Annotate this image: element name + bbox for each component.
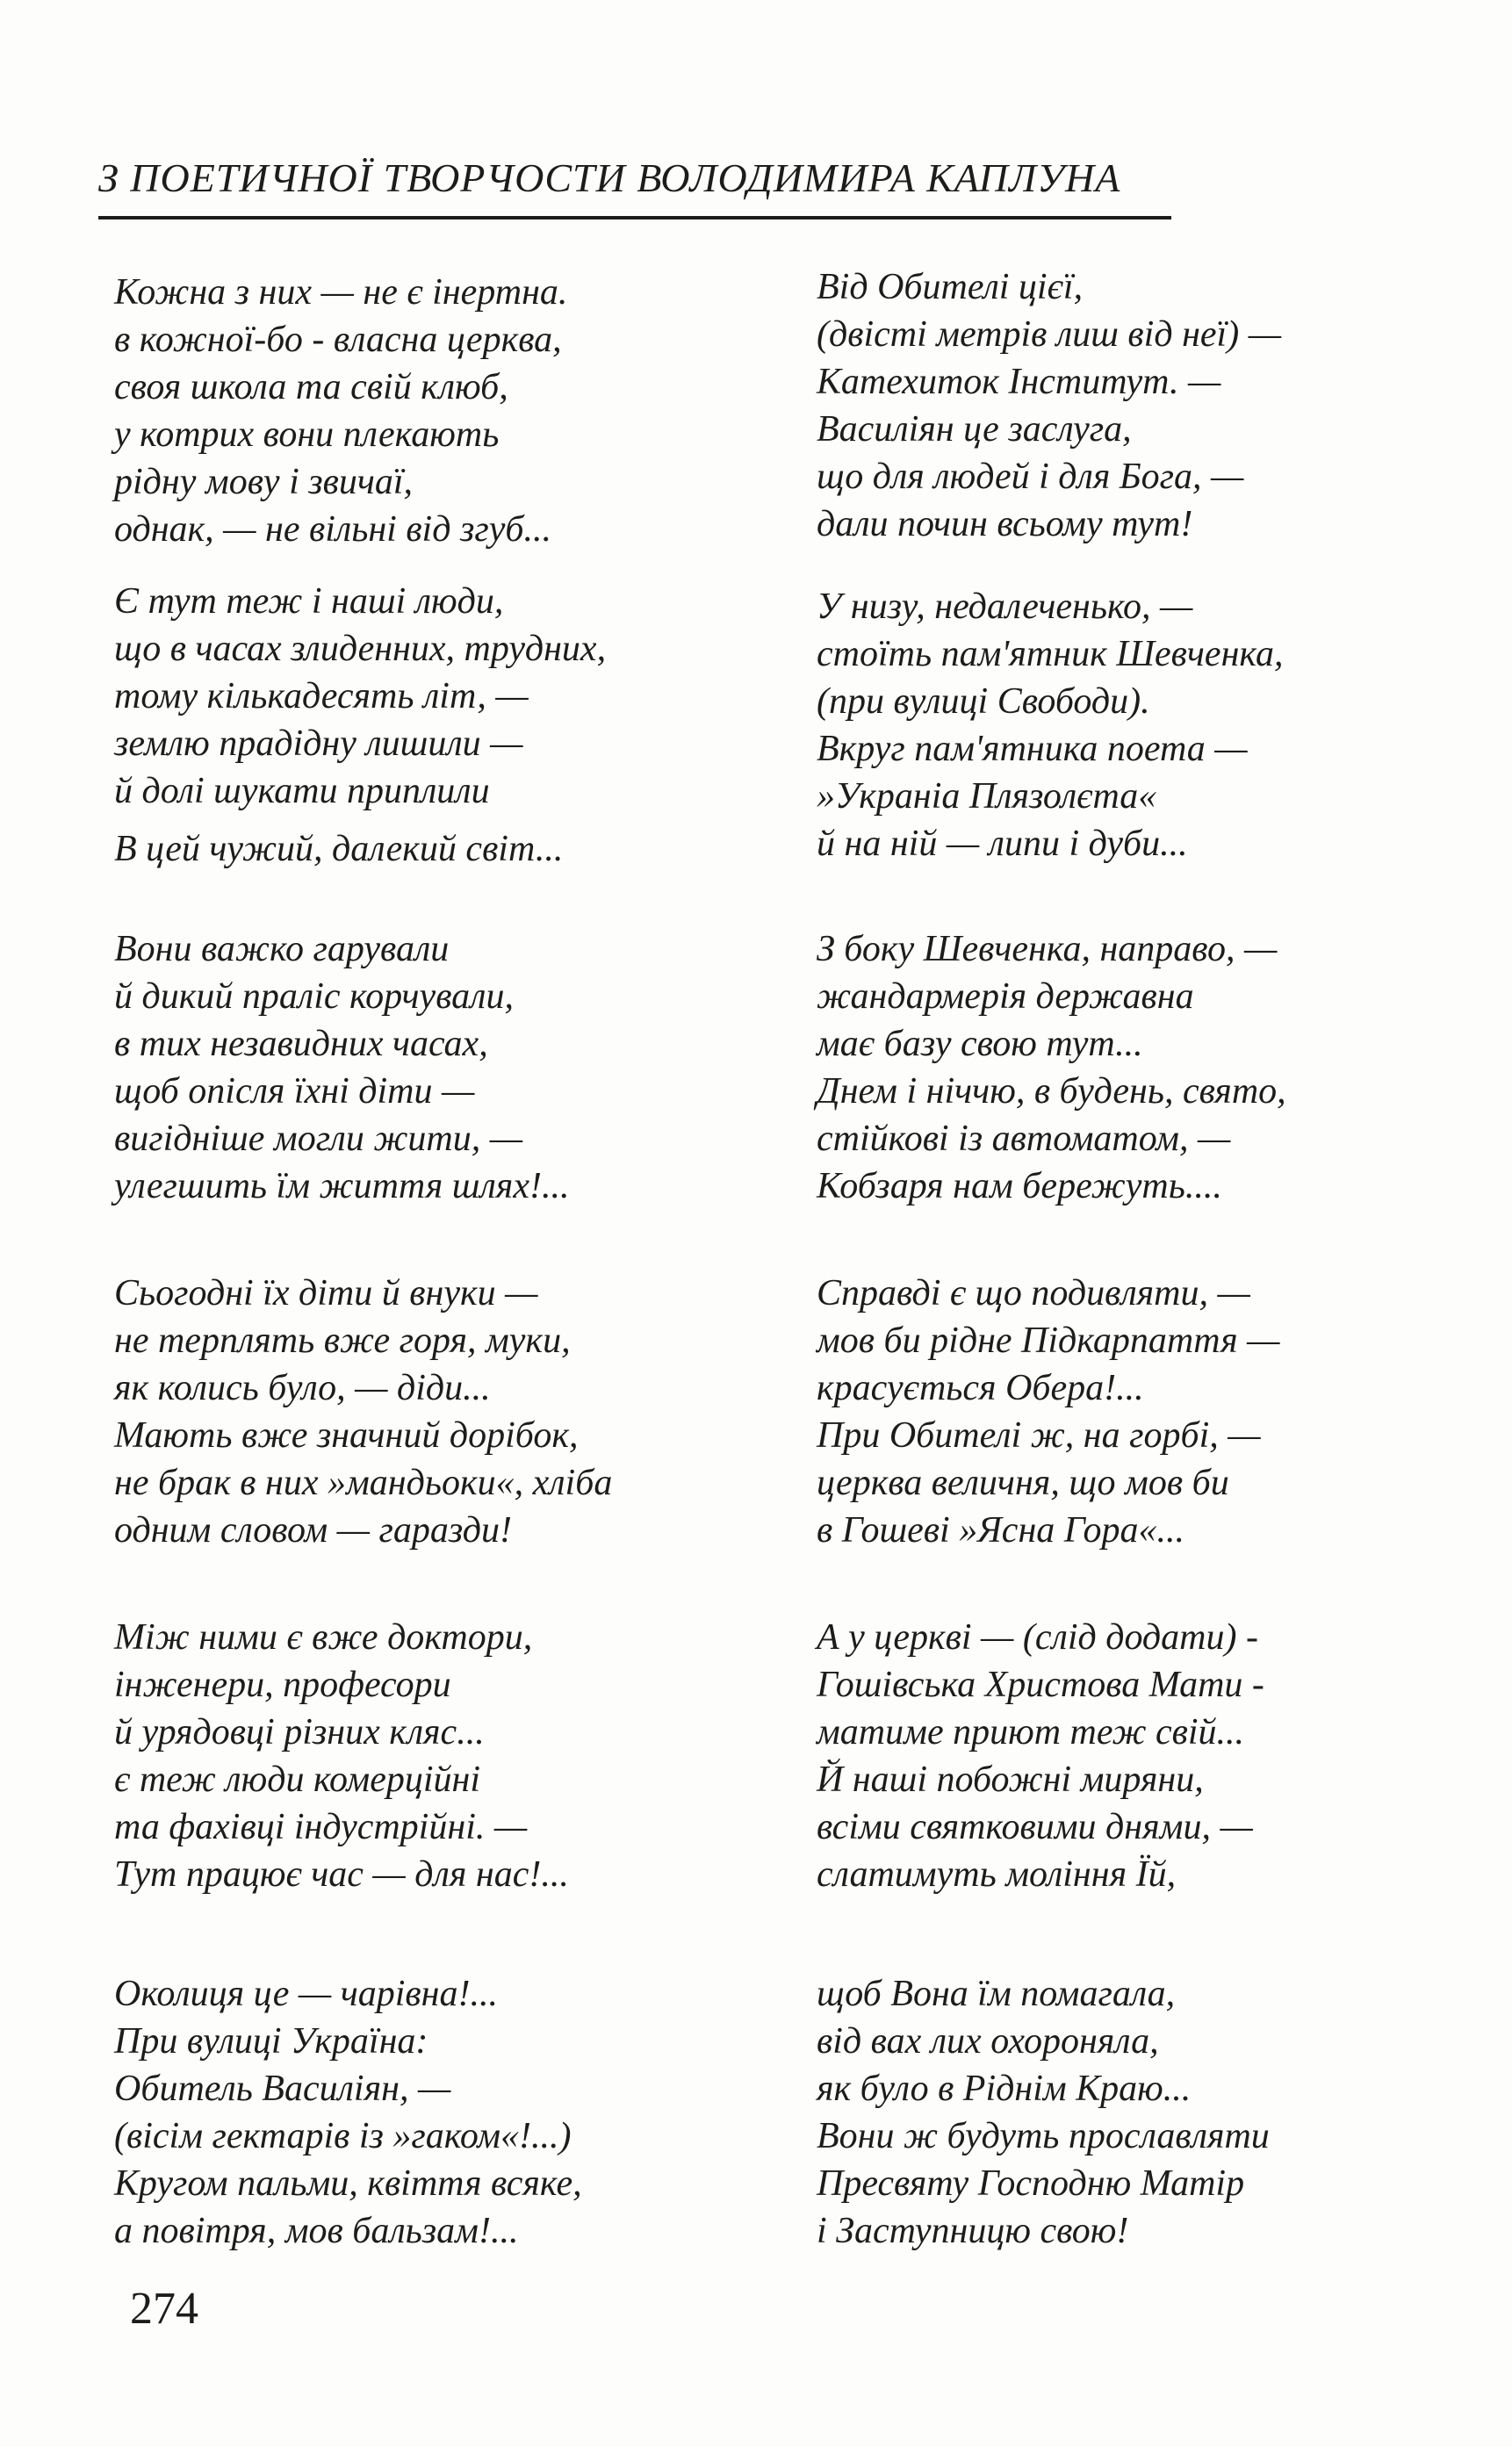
poem-line: Днем і ніччю, в будень, свято, — [817, 1071, 1286, 1112]
right-stanza-3 — [817, 925, 1484, 1210]
poem-line: у котрих вони плекають — [114, 414, 500, 455]
poem-line: З боку Шевченка, направо, — — [817, 929, 1278, 969]
left-stanza-1 — [114, 269, 781, 553]
right-stanza-4 — [817, 1270, 1484, 1554]
left-stanza-7 — [114, 1970, 781, 2255]
poem-line: вигідніше могли жити, — — [114, 1119, 523, 1159]
poem-line: Кожна з них — не є інертна. — [114, 272, 568, 313]
left-stanza-6 — [114, 1614, 781, 1898]
left-stanza-5 — [114, 1270, 781, 1554]
poem-line: Околиця це — чарівна!... — [114, 1974, 498, 2014]
poem-line: Гошівська Христова Мати - — [817, 1665, 1264, 1705]
poem-line: що в часах злиденних, трудних, — [114, 629, 607, 669]
poem-line: дали почин всьому тут! — [817, 504, 1193, 544]
poem-line: При вулиці Україна: — [114, 2021, 428, 2062]
poem-line: мов би рідне Підкарпаття — — [817, 1321, 1280, 1361]
poem-line: інженери, професори — [114, 1665, 451, 1705]
right-stanza-6 — [817, 1970, 1484, 2255]
poem-line: має базу свою тут... — [817, 1024, 1143, 1064]
poem-line: не терплять вже горя, муки, — [114, 1321, 571, 1361]
poem-line: стоїть пам'ятник Шевченка, — [817, 634, 1284, 674]
poem-line: слатимуть моління Їй, — [817, 1854, 1177, 1895]
poem-line: і Заступницю свою! — [817, 2211, 1129, 2251]
poem-line: щоб Вона їм помагала, — [817, 1974, 1176, 2014]
poem-line: Мають вже значний дорібок, — [114, 1415, 579, 1456]
poem-line: Кругом пальми, квіття всяке, — [114, 2163, 582, 2204]
left-stanza-3 — [114, 825, 781, 873]
poem-line: А у церкві — (слід додати) - — [817, 1617, 1258, 1658]
left-stanza-2 — [114, 578, 781, 815]
poem-line: жандармерія державна — [817, 976, 1194, 1017]
poem-line: Обитель Василіян, — — [114, 2069, 451, 2109]
poem-line: від вах лих охороняла, — [817, 2021, 1159, 2062]
poem-line: що для людей і для Бога, — — [817, 457, 1244, 497]
poem-line: й долі шукати приплили — [114, 771, 490, 811]
poem-line: рідну мову і звичаї, — [114, 462, 414, 502]
poem-line: (двісті метрів лиш від неї) — — [817, 314, 1282, 355]
left-stanza-4 — [114, 925, 781, 1210]
poem-line: церква величня, що мов би — [817, 1463, 1229, 1503]
poem-line: й дикий праліс корчували, — [114, 976, 514, 1017]
poem-line: є теж люди комерційні — [114, 1760, 481, 1800]
poem-line: в Гошеві »Ясна Гора«... — [817, 1510, 1184, 1551]
poem-line: а повітря, мов бальзам!... — [114, 2211, 519, 2251]
poem-line: При Обителі ж, на горбі, — — [817, 1415, 1261, 1456]
poem-line: щоб опісля їхні діти — — [114, 1071, 475, 1112]
poem-line: одним словом — гаразди! — [114, 1510, 512, 1551]
poem-line: (вісім гектарів із »гаком«!...) — [114, 2116, 572, 2156]
poem-line: Справді є що подивляти, — — [817, 1273, 1250, 1313]
poem-line: як було в Ріднім Краю... — [817, 2069, 1192, 2109]
header-rule — [98, 216, 1171, 220]
poem-line: улегшить їм життя шлях!... — [114, 1166, 570, 1206]
poem-line: стійкові із автоматом, — — [817, 1119, 1231, 1159]
poem-line: Катехиток Інститут. — — [817, 362, 1221, 402]
poem-line: Є тут теж і наші люди, — [114, 581, 504, 622]
poem-line: в тих незавидних часах, — [114, 1024, 488, 1064]
right-stanza-1 — [817, 263, 1484, 548]
poem-line: Вони важко гарували — [114, 929, 450, 969]
poem-line: в кожної-бо - власна церква, — [114, 320, 562, 360]
poem-line: своя школа та свій клюб, — [114, 367, 508, 407]
poem-line: як колись було, — діди... — [114, 1368, 491, 1408]
poem-line: матиме приют теж свій... — [817, 1712, 1245, 1752]
poem-line: (при вулиці Свободи). — [817, 681, 1150, 722]
poem-line: Й наші побожні миряни, — [817, 1760, 1204, 1800]
poem-line: й урядовці різних кляс... — [114, 1712, 485, 1752]
poem-line: В цей чужий, далекий світ... — [114, 829, 564, 869]
poem-line: Сьогодні їх діти й внуки — — [114, 1273, 538, 1313]
poem-line: У низу, недалеченько, — — [817, 587, 1193, 627]
poem-line: Вони ж будуть прославляти — [817, 2116, 1270, 2156]
poem-line: Пресвяту Господню Матір — [817, 2163, 1245, 2204]
running-header: З ПОЕТИЧНОЇ ТВОРЧОСТИ ВОЛОДИМИРА КАПЛУНА — [98, 155, 1121, 200]
poem-line: однак, — не вільні від згуб... — [114, 509, 552, 550]
poem-line: не брак в них »мандьоки«, хліба — [114, 1463, 613, 1503]
poem-line: тому кількадесять літ, — — [114, 676, 529, 716]
poem-line: Тут працює час — для нас!... — [114, 1854, 569, 1895]
poem-line: та фахівці індустрійні. — — [114, 1807, 528, 1847]
poem-line: Кобзаря нам бережуть.... — [817, 1166, 1222, 1206]
poem-line: Між ними є вже доктори, — [114, 1617, 533, 1658]
poem-line: »Украніа Плязолєта« — [817, 776, 1157, 817]
poem-line: Вкруг пам'ятника поета — — [817, 729, 1248, 769]
page-number: 274 — [130, 2284, 198, 2334]
right-stanza-2 — [817, 583, 1484, 867]
poem-line: всіми святковими днями, — — [817, 1807, 1253, 1847]
poem-line: Від Обителі цієї, — [817, 267, 1084, 307]
poem-line: Василіян це заслуга, — [817, 409, 1132, 450]
poem-line: й на ній — липи і дуби... — [817, 824, 1188, 864]
poem-line: красується Обера!... — [817, 1368, 1144, 1408]
right-stanza-5 — [817, 1614, 1484, 1898]
poem-line: землю прадідну лишили — — [114, 723, 523, 764]
